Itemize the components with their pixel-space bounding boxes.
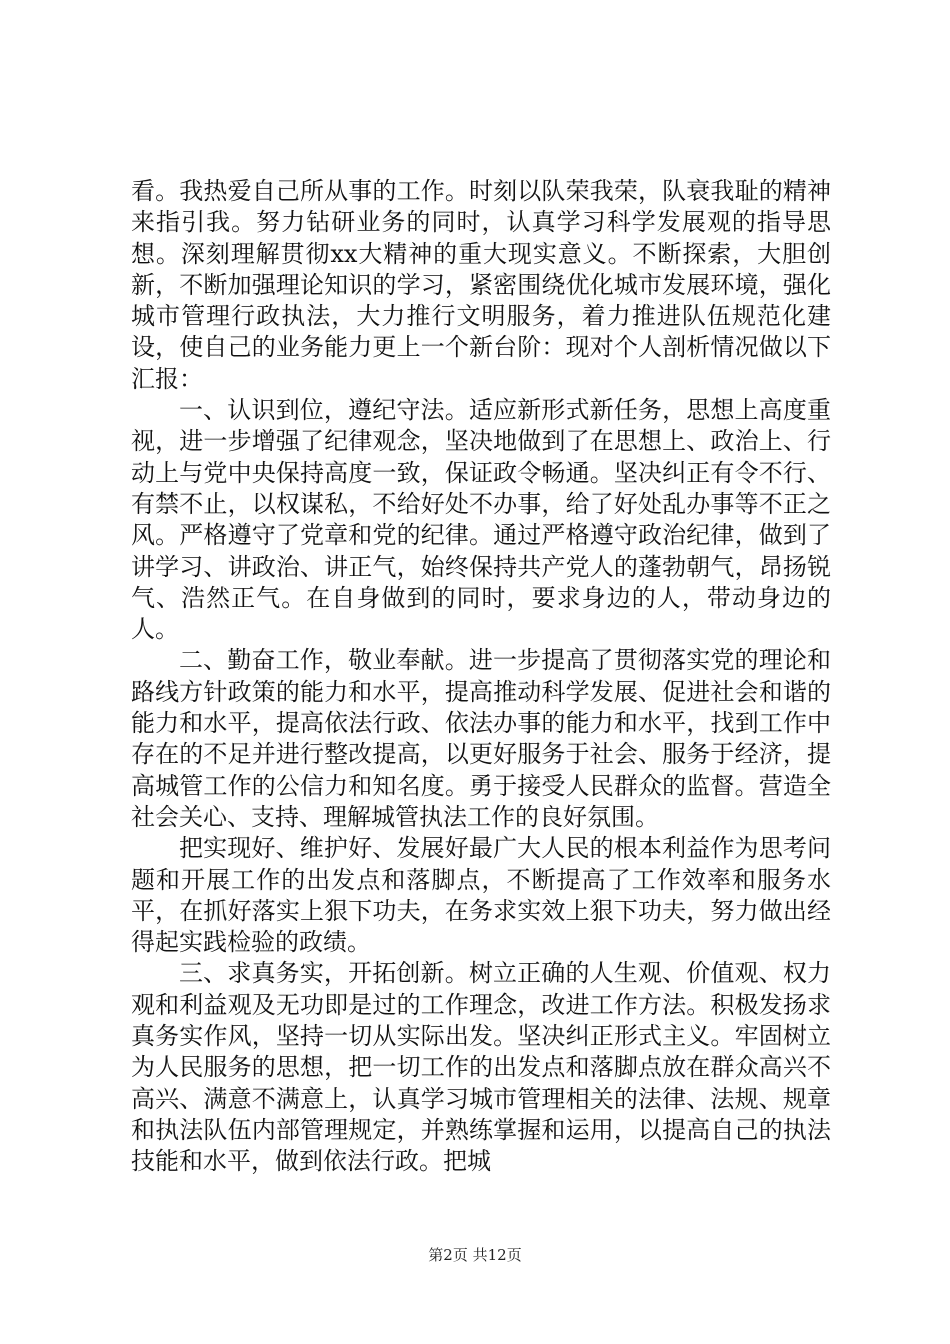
paragraph-section-one: 一、认识到位，遵纪守法。适应新形式新任务，思想上高度重视，进一步增强了纪律观念，坚决地做到了在思想上、政治上、行动上与党中央保持高度一致，保证政令畅通。坚决纠正有令不行、有禁不止，以权谋私，不给好处不办事，给了好处乱办事等不正之风。严格遵守了党章和党的纪律。通过严格遵守政治纪律，做到了讲学习、讲政治、讲正气，始终保持共产党人的蓬勃朝气，昂扬锐气、浩然正气。在自身做到的同时，要求身边的人，带动身边的人。 <box>131 396 831 644</box>
document-body <box>131 176 831 1178</box>
page-number-footer: 第2页 共12页 <box>428 1246 522 1264</box>
paragraph-section-three: 三、求真务实，开拓创新。树立正确的人生观、价值观、权力观和利益观及无功即是过的工作理念，改进工作方法。积极发扬求真务实作风，坚持一切从实际出发。坚决纠正形式主义。牢固树立为人民服务的思想，把一切工作的出发点和落脚点放在群众高兴不高兴、满意不满意上，认真学习城市管理相关的法律、法规、规章和执法队伍内部管理规定，并熟练掌握和运用，以提高自己的执法技能和水平，做到依法行政。把城 <box>131 959 831 1176</box>
paragraph-section-two-continued: 把实现好、维护好、发展好最广大人民的根本利益作为思考问题和开展工作的出发点和落脚点，不断提高了工作效率和服务水平，在抓好落实上狠下功夫，在务求实效上狠下功夫，努力做出经得起实践检验的政绩。 <box>131 834 831 957</box>
paragraph-intro: 看。我热爱自己所从事的工作。时刻以队荣我荣，队衰我耻的精神来指引我。努力钻研业务的同时，认真学习科学发展观的指导思想。深刻理解贯彻xx大精神的重大现实意义。不断探索，大胆创新，不断加强理论知识的学习，紧密围绕优化城市发展环境，强化城市管理行政执法，大力推行文明服务，着力推进队伍规范化建设，使自己的业务能力更上一个新台阶：现对个人剖析情况做以下汇报： <box>131 177 831 393</box>
paragraph-section-two: 二、勤奋工作，敬业奉献。进一步提高了贯彻落实党的理论和路线方针政策的能力和水平，提高推动科学发展、促进社会和谐的能力和水平，提高依法行政、依法办事的能力和水平，找到工作中存在的不足并进行整改提高，以更好服务于社会、服务于经济，提高城管工作的公信力和知名度。勇于接受人民群众的监督。营造全社会关心、支持、理解城管执法工作的良好氛围。 <box>131 646 831 831</box>
